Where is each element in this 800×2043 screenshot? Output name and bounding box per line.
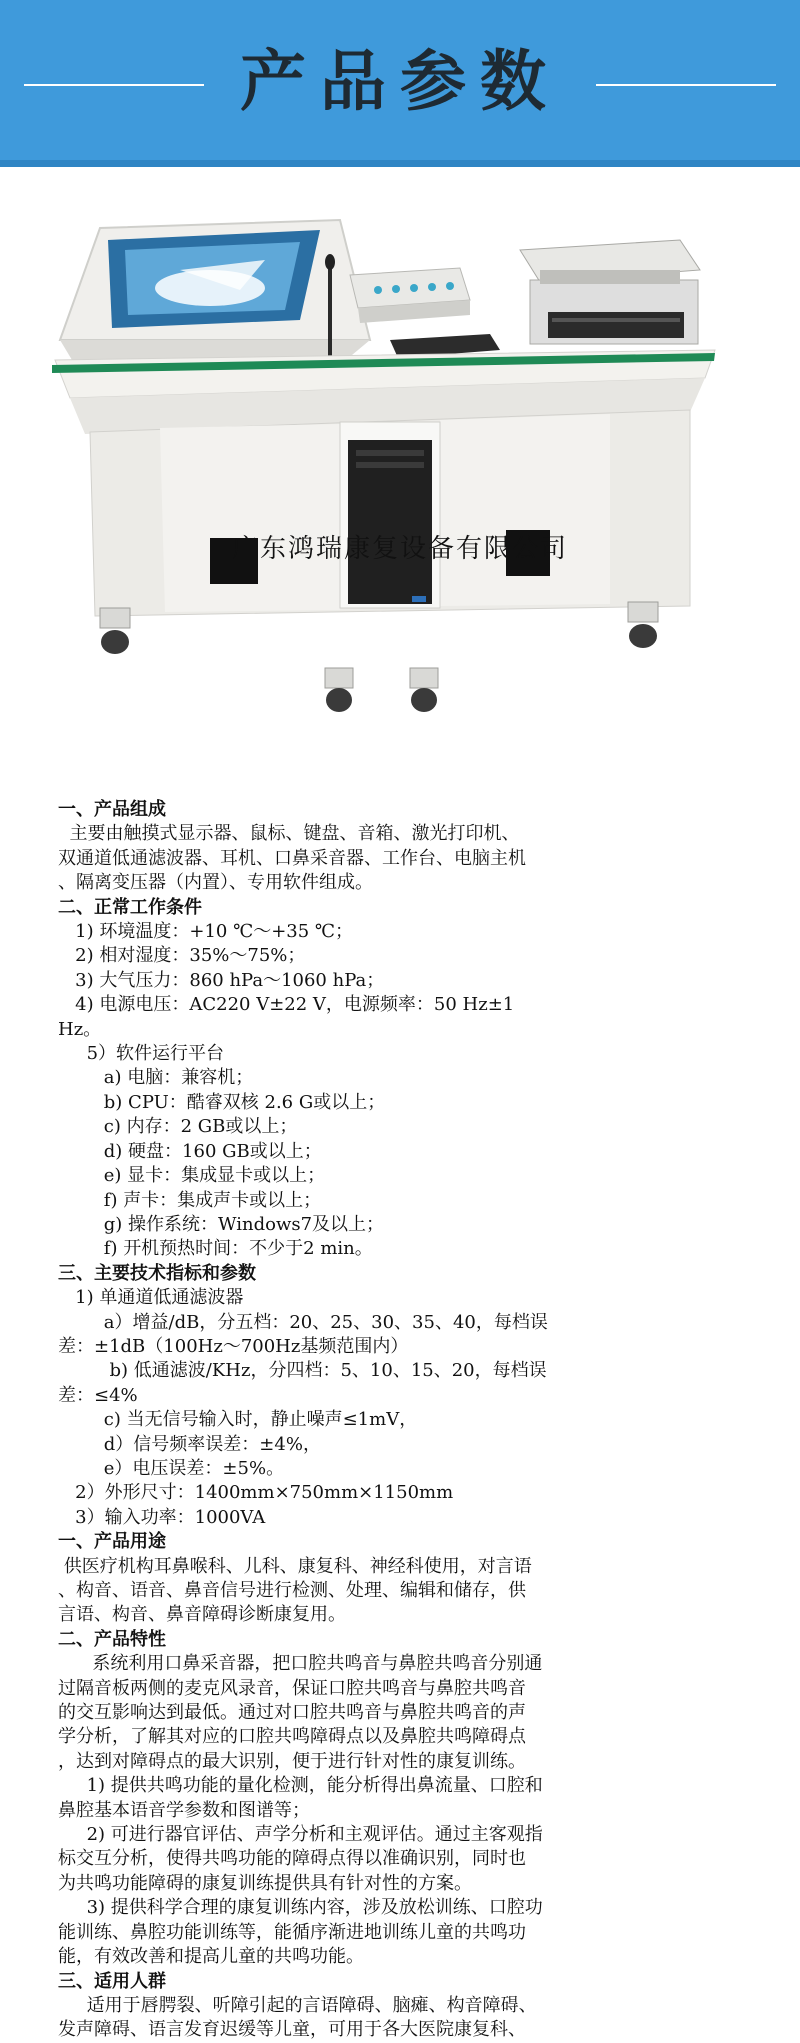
text-line: g) 操作系统：Windows7及以上；	[58, 1213, 385, 1235]
text-line: 二、产品特性	[58, 1628, 166, 1650]
page-title: 产品参数	[240, 42, 560, 120]
laser-printer	[520, 240, 700, 344]
text-line: 为共鸣功能障碍的康复训练提供具有针对性的方案。	[58, 1872, 472, 1894]
text-line: 2) 可进行器官评估、声学分析和主观评估。通过主客观指	[58, 1824, 543, 1846]
text-line: 能训练、鼻腔功能训练等，能循序渐进地训练儿童的共鸣功	[58, 1921, 526, 1943]
text-line: 的交互影响达到最低。通过对口腔共鸣音与鼻腔共鸣音的声	[58, 1702, 526, 1724]
text-line: b) 低通滤波/KHz，分四档：5、10、15、20，每档误	[58, 1360, 547, 1382]
text-line: 4) 电源电压：AC220 V±22 V，电源频率：50 Hz±1	[58, 994, 515, 1016]
text-line: d）信号频率误差：±4%，	[58, 1433, 321, 1455]
right-title-rule	[596, 84, 776, 86]
text-line: 差：≤4%	[58, 1384, 138, 1406]
text-line: d) 硬盘：160 GB或以上；	[58, 1140, 322, 1162]
text-line: 1) 单通道低通滤波器	[58, 1287, 244, 1309]
text-line: 主要由触摸式显示器、鼠标、键盘、音箱、激光打印机、	[58, 823, 520, 845]
text-line: Hz。	[58, 1018, 102, 1040]
product-photo	[0, 200, 800, 720]
text-line: 3) 提供科学合理的康复训练内容，涉及放松训练、口腔功	[58, 1897, 543, 1919]
header-band	[0, 160, 800, 167]
text-line: 双通道低通滤波器、耳机、口鼻采音器、工作台、电脑主机	[58, 847, 526, 869]
text-line: 3）输入功率：1000VA	[58, 1506, 266, 1528]
text-line: 供医疗机构耳鼻喉科、儿科、康复科、神经科使用，对言语	[58, 1555, 532, 1577]
parameter-text	[58, 798, 698, 2043]
text-line: 能，有效改善和提高儿童的共鸣功能。	[58, 1946, 364, 1968]
text-line: 5）软件运行平台	[58, 1043, 225, 1065]
text-line: 差：±1dB（100Hz～700Hz基频范围内）	[58, 1335, 409, 1357]
text-line: 3) 大气压力：860 hPa～1060 hPa；	[58, 969, 385, 991]
company-watermark: 广东鸿瑞康复设备有限公司	[231, 534, 568, 564]
text-line: a）增益/dB，分五档：20、25、30、35、40，每档误	[58, 1311, 548, 1333]
text-line: 系统利用口鼻采音器，把口腔共鸣音与鼻腔共鸣音分别通	[58, 1653, 543, 1675]
text-line: 过隔音板两侧的麦克风录音，保证口腔共鸣音与鼻腔共鸣音	[58, 1677, 526, 1699]
header-banner	[0, 0, 800, 167]
text-line: 1) 提供共鸣功能的量化检测，能分析得出鼻流量、口腔和	[58, 1775, 543, 1797]
touchscreen-monitor	[60, 220, 370, 365]
text-line: f) 开机预热时间：不少于2 min。	[58, 1238, 373, 1260]
text-line: 2) 相对湿度：35%～75%；	[58, 945, 306, 967]
text-line: 二、正常工作条件	[58, 896, 202, 918]
text-line: 三、主要技术指标和参数	[58, 1262, 256, 1284]
text-line: 鼻腔基本语音学参数和图谱等；	[58, 1799, 310, 1821]
text-line: e）电压误差：±5%。	[58, 1457, 285, 1479]
text-line: 一、产品组成	[58, 799, 166, 820]
text-line: 、隔离变压器（内置）、专用软件组成。	[58, 872, 373, 894]
text-line: 言语、构音、鼻音障碍诊断康复用。	[58, 1604, 346, 1626]
text-line: b) CPU：酷睿双核 2.6 G或以上；	[58, 1091, 386, 1113]
text-line: 发声障碍、语言发育迟缓等儿童，可用于各大医院康复科、	[58, 2019, 526, 2041]
text-line: 三、适用人群	[58, 1970, 166, 1992]
text-line: e) 显卡：集成显卡或以上；	[58, 1165, 326, 1187]
text-line: 学分析，了解其对应的口腔共鸣障碍点以及鼻腔共鸣障碍点	[58, 1726, 526, 1748]
text-line: 2）外形尺寸：1400mm×750mm×1150mm	[58, 1482, 454, 1504]
text-line: f) 声卡：集成声卡或以上；	[58, 1189, 322, 1211]
text-line: c) 内存：2 GB或以上；	[58, 1116, 298, 1138]
text-line: 一、产品用途	[58, 1531, 166, 1553]
filter-device	[350, 268, 470, 323]
text-line: 标交互分析，使得共鸣功能的障碍点得以准确识别，同时也	[58, 1848, 526, 1870]
text-line: c) 当无信号输入时，静止噪声≤1mV，	[58, 1409, 418, 1431]
text-line: 1) 环境温度：+10 ℃～+35 ℃；	[58, 921, 354, 943]
text-line: 、构音、语音、鼻音信号进行检测、处理、编辑和储存，供	[58, 1580, 526, 1601]
text-line: a) 电脑：兼容机；	[58, 1067, 254, 1089]
text-line: ，达到对障碍点的最大识别，便于进行针对性的康复训练。	[58, 1750, 526, 1772]
text-line: 适用于唇腭裂、听障引起的言语障碍、脑瘫、构音障碍、	[58, 1994, 537, 2016]
